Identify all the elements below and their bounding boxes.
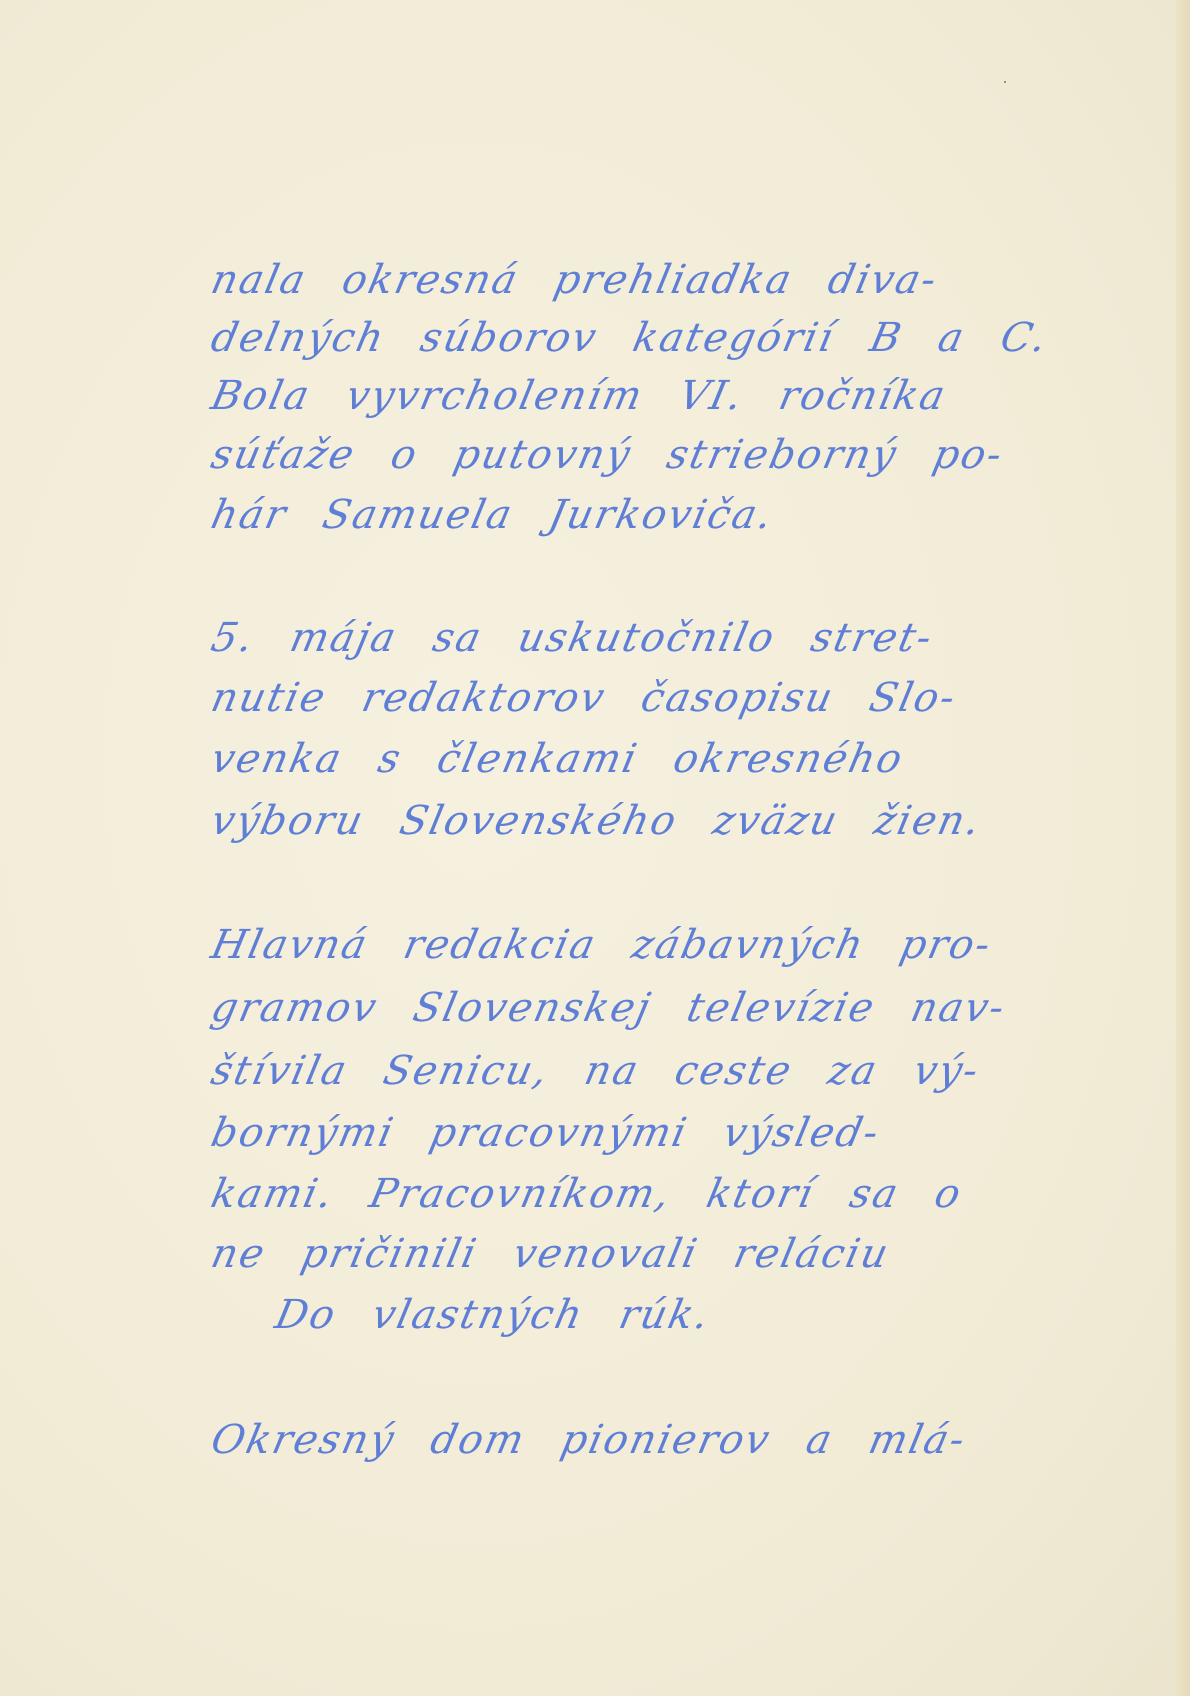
text-line: ne pričinili venovali reláciu bbox=[207, 1231, 894, 1277]
text-line: delných súborov kategórií B a C. bbox=[207, 315, 1053, 361]
text-line: výboru Slovenského zväzu žien. bbox=[207, 798, 986, 844]
text-line: nutie redaktorov časopisu Slo- bbox=[207, 675, 961, 721]
text-line: Hlavná redakcia zábavných pro- bbox=[207, 922, 997, 968]
text-line: bornými pracovnými výsled- bbox=[207, 1110, 885, 1156]
text-line: súťaže o putovný strieborný po- bbox=[207, 432, 1008, 478]
text-line: gramov Slovenskej televízie nav- bbox=[207, 985, 1011, 1031]
text-line: venka s členkami okresného bbox=[207, 736, 909, 782]
text-line: kami. Pracovníkom, ktorí sa o bbox=[207, 1171, 967, 1217]
text-line: hár Samuela Jurkoviča. bbox=[207, 492, 778, 538]
text-line: 5. mája sa uskutočnilo stret- bbox=[207, 615, 938, 661]
text-line: Bola vyvrcholením VI. ročníka bbox=[207, 373, 951, 419]
text-line: Do vlastných rúk. bbox=[271, 1292, 715, 1338]
text-line: nala okresná prehliadka diva- bbox=[207, 257, 943, 303]
text-line: Okresný dom pionierov a mlá- bbox=[207, 1417, 971, 1463]
text-line: štívila Senicu, na ceste za vý- bbox=[207, 1048, 984, 1094]
